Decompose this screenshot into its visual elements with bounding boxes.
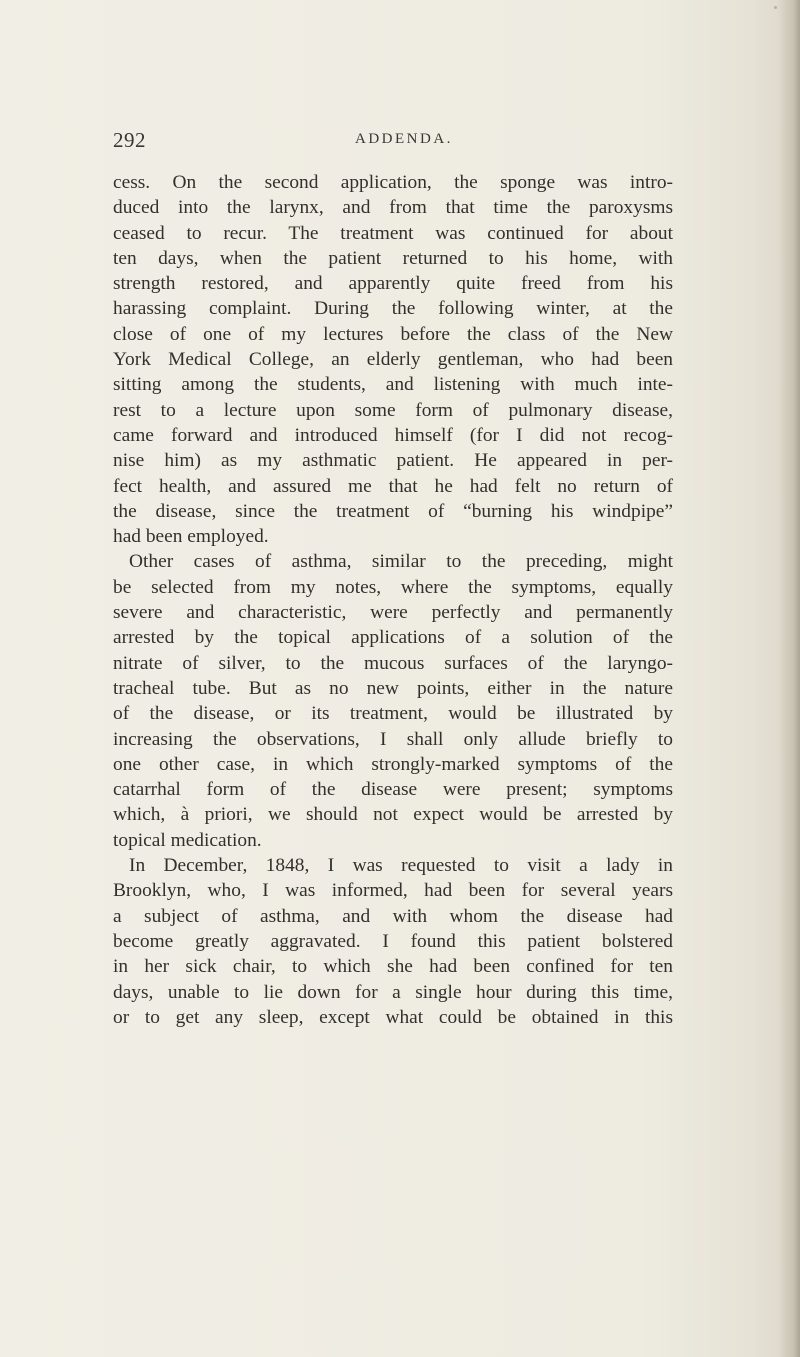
text-line: Other cases of asthma, similar to the preceding, might [129,551,673,573]
page-number: 292 [113,128,146,152]
text-line: ten days, when the patient returned to his home, with [113,247,673,269]
text-line: ceased to recur. The treatment was continued for about [113,222,673,244]
running-head: ADDENDA. [355,131,453,147]
text-line: In December, 1848, I was requested to visit a lady in [129,855,673,877]
text-line: one other case, in which strongly-marked symptoms of the [113,753,673,775]
paper-speck [774,6,777,9]
text-line: of the disease, or its treatment, would be illustrated by [113,703,673,725]
page-header [113,128,673,158]
text-line: arrested by the topical applications of a solution of the [113,627,673,649]
text-line: the disease, since the treatment of “burning his windpipe” [113,500,673,522]
text-line: or to get any sleep, except what could be obtained in this [113,1006,673,1028]
text-line: Brooklyn, who, I was informed, had been for several years [113,880,673,902]
text-line: which, à priori, we should not expect would be arrested by [113,804,673,826]
text-line: cess. On the second application, the sponge was intro- [113,172,673,193]
text-line: tracheal tube. But as no new points, either in the nature [113,677,673,699]
text-line: had been employed. [113,526,269,548]
text-line: be selected from my notes, where the symptoms, equally [113,576,673,598]
text-line: sitting among the students, and listening with much inte- [113,374,673,396]
page-edge-shadow [778,0,800,1357]
text-line: days, unable to lie down for a single hour during this time, [113,981,673,1003]
text-line: in her sick chair, to which she had been confined for ten [113,956,673,978]
text-line: fect health, and assured me that he had felt no return of [113,475,673,497]
text-line: rest to a lecture upon some form of pulmonary disease, [113,399,673,421]
text-line: catarrhal form of the disease were present; symptoms [113,779,673,801]
text-line: close of one of my lectures before the class of the New [113,323,673,345]
text-line: nise him) as my asthmatic patient. He appeared in per- [113,450,673,472]
body-text [113,170,673,1030]
text-line: strength restored, and apparently quite freed from his [113,273,673,295]
text-line: duced into the larynx, and from that time the paroxysms [113,197,673,219]
text-line: increasing the observations, I shall only allude briefly to [113,728,673,750]
text-line: topical medication. [113,829,262,851]
text-line: become greatly aggravated. I found this patient bolstered [113,930,673,952]
text-line: harassing complaint. During the following winter, at the [113,298,673,320]
text-line: severe and characteristic, were perfectly and permanently [113,602,673,624]
text-line: a subject of asthma, and with whom the disease had [113,905,673,927]
text-line: nitrate of silver, to the mucous surfaces of the laryngo- [113,652,673,674]
text-line: came forward and introduced himself (for I did not recog- [113,424,673,446]
text-line: York Medical College, an elderly gentleman, who had been [113,349,673,371]
